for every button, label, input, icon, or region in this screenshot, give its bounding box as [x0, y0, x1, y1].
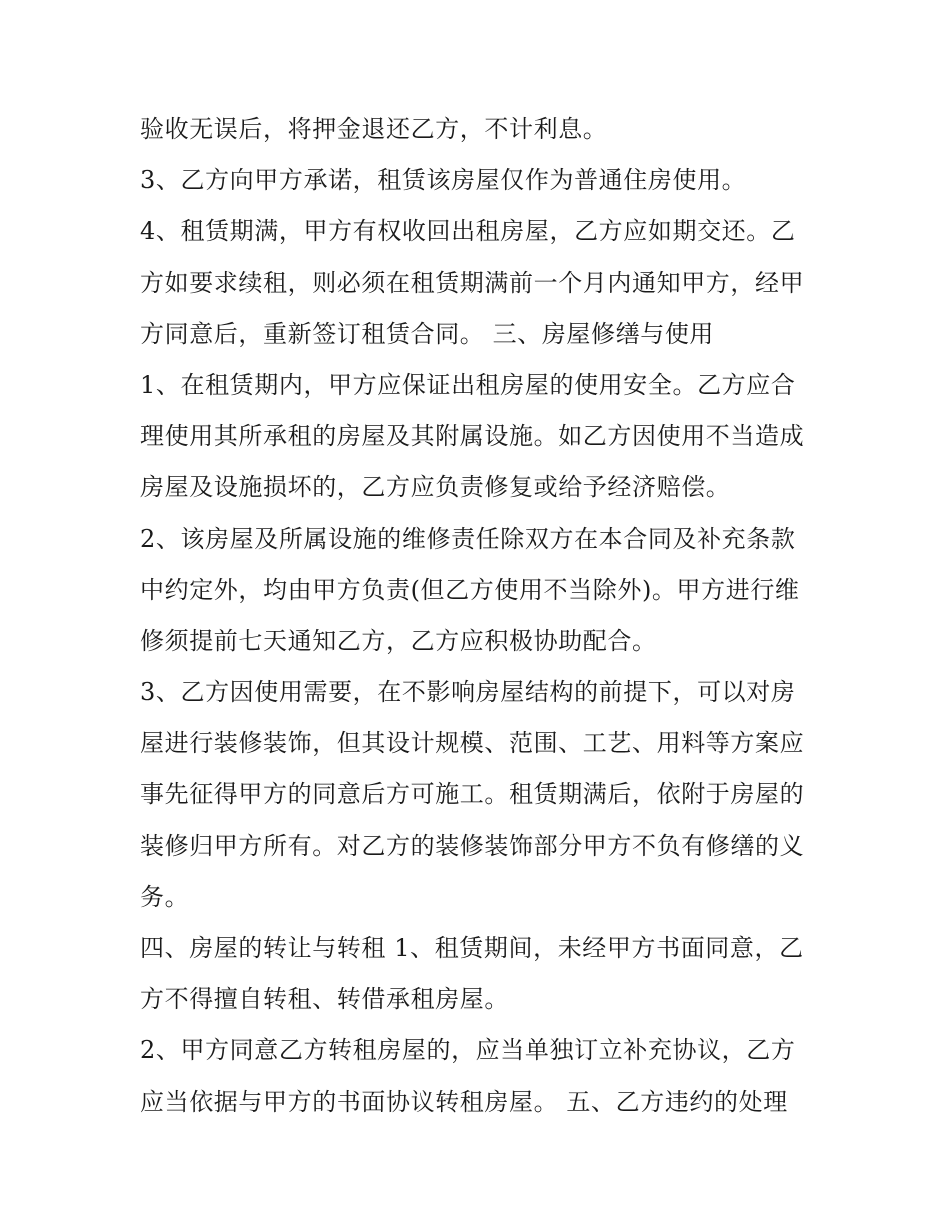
text-line: 3、乙方因使用需要，在不影响房屋结构的前提下，可以对房	[140, 678, 796, 707]
text-line: 中约定外，均由甲方负责(但乙方使用不当除外)。甲方进行维	[140, 575, 800, 604]
text-line: 方不得擅自转租、转借承租房屋。	[140, 985, 509, 1014]
text-line: 应当依据与甲方的书面协议转租房屋。 五、乙方违约的处理	[140, 1087, 788, 1116]
text-line: 方如要求续租，则必须在租赁期满前一个月内通知甲方，经甲	[140, 268, 805, 297]
text-line: 理使用其所承租的房屋及其附属设施。如乙方因使用不当造成	[140, 422, 805, 451]
text-line: 事先征得甲方的同意后方可施工。租赁期满后，依附于房屋的	[140, 780, 805, 809]
text-line: 务。	[140, 882, 190, 911]
text-line: 方同意后，重新签订租赁合同。 三、房屋修缮与使用	[140, 319, 715, 348]
text-line: 3、乙方向甲方承诺，租赁该房屋仅作为普通住房使用。	[140, 166, 747, 195]
text-line: 2、该房屋及所属设施的维修责任除双方在本合同及补充条款	[140, 524, 796, 553]
text-line: 房屋及设施损坏的，乙方应负责修复或给予经济赔偿。	[140, 473, 731, 502]
text-line: 验收无误后，将押金退还乙方，不计利息。	[140, 115, 608, 143]
document-body	[140, 104, 820, 1128]
text-line: 2、甲方同意乙方转租房屋的，应当单独订立补充协议，乙方	[140, 1036, 796, 1065]
text-line: 装修归甲方所有。对乙方的装修装饰部分甲方不负有修缮的义	[140, 831, 805, 860]
text-line: 四、房屋的转让与转租 1、租赁期间，未经甲方书面同意，乙	[140, 934, 804, 962]
text-line: 修须提前七天通知乙方，乙方应积极协助配合。	[140, 626, 657, 655]
text-line: 4、租赁期满，甲方有权收回出租房屋，乙方应如期交还。乙	[140, 217, 796, 246]
text-line: 屋进行装修装饰，但其设计规模、范围、工艺、用料等方案应	[140, 729, 805, 758]
text-line: 1、在租赁期内，甲方应保证出租房屋的使用安全。乙方应合	[140, 370, 796, 399]
